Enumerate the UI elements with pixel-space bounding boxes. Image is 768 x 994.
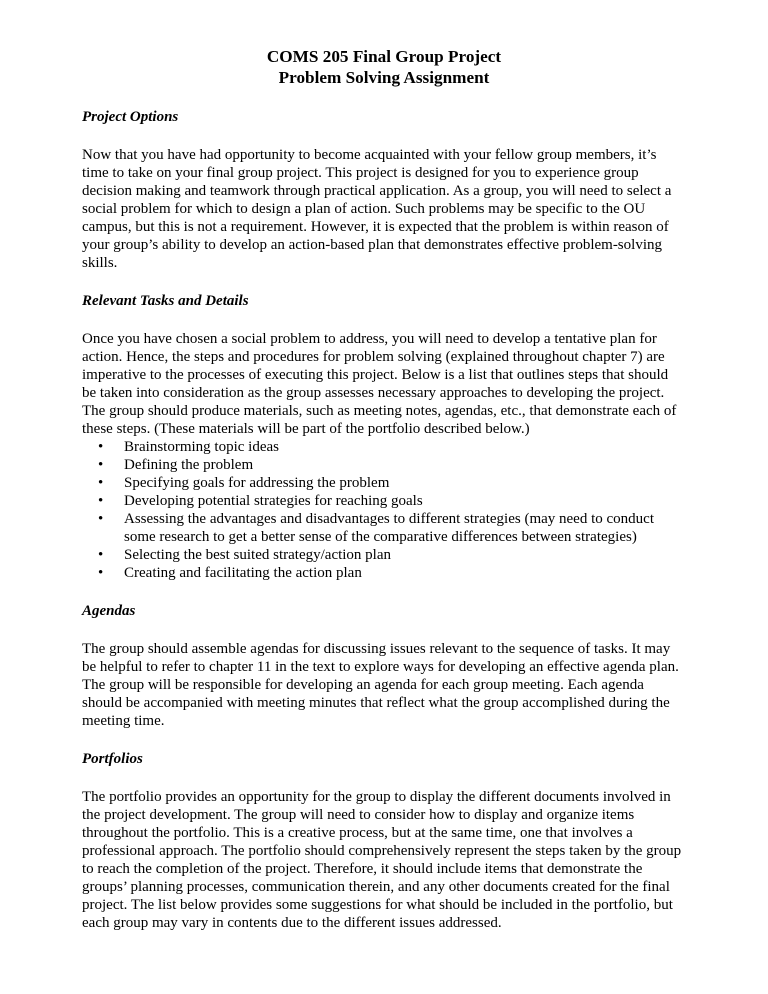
list-item-text: Selecting the best suited strategy/action plan (124, 547, 392, 563)
bullet-icon: • (98, 439, 104, 455)
list-item-text: Brainstorming topic ideas (124, 439, 279, 455)
document-subtitle: Problem Solving Assignment (278, 68, 490, 87)
document-title: COMS 205 Final Group Project (266, 47, 502, 66)
paragraph-agendas: The group should assemble agendas for discussing issues relevant to the sequence of tasks. It may be helpful to refer to chapter 11 in the text to explore ways for developing an effective agenda plan. The group will be responsible for developing an agenda for each group meeting. Each agenda should be accompanied with meeting minutes that reflect what the group accomplished during the meeting time. (82, 641, 679, 729)
list-item-text: Creating and facilitating the action plan (124, 565, 362, 581)
list-item (82, 438, 686, 456)
list-item (82, 456, 686, 474)
bullet-icon: • (98, 547, 104, 563)
list-item (82, 510, 686, 546)
list-item (82, 474, 686, 492)
bullet-icon: • (98, 475, 104, 491)
section-heading-relevant-tasks: Relevant Tasks and Details (82, 293, 249, 309)
bullet-icon: • (98, 457, 104, 473)
list-item-text: Developing potential strategies for reaching goals (124, 493, 423, 509)
section-heading-project-options: Project Options (82, 109, 179, 125)
paragraph-project-options: Now that you have had opportunity to become acquainted with your fellow group members, it’s time to take on your final group project. This project is designed for you to experience group decision making and teamwork through practical application. As a group, you will need to select a social problem for which to design a plan of action. Such problems may be specific to the OU campus, but this is not a requirement. However, it is expected that the problem is within reason of your group’s ability to develop an action-based plan that demonstrates effective problem-solving skills. (82, 147, 672, 271)
list-item (82, 564, 686, 582)
paragraph-relevant-tasks: Once you have chosen a social problem to address, you will need to develop a tentative plan for action. Hence, the steps and procedures for problem solving (explained throughout chapter 7) are imperative to the processes of executing this project. Below is a list that outlines steps that should be taken into consideration as the group assesses necessary approaches to developing the project. The group should produce materials, such as meeting notes, agendas, etc., that demonstrate each of these steps. (These materials will be part of the portfolio described below.) (82, 331, 677, 437)
task-steps-list (82, 438, 686, 582)
bullet-icon: • (98, 565, 104, 581)
section-heading-agendas: Agendas (82, 603, 136, 619)
list-item (82, 546, 686, 564)
bullet-icon: • (98, 511, 104, 527)
paragraph-portfolios: The portfolio provides an opportunity for the group to display the different documents involved in the project development. The group will need to consider how to display and organize items throughout the portfolio. This is a creative process, but at the same time, one that involves a professional approach. The portfolio should comprehensively represent the steps taken by the group to reach the completion of the project. Therefore, it should include items that demonstrate the groups’ planning processes, communication therein, and any other documents created for the final project. The list below provides some suggestions for what should be included in the portfolio, but each group may vary in contents due to the different issues addressed. (82, 789, 682, 931)
list-item-text: Defining the problem (124, 457, 254, 473)
list-item-text: Assessing the advantages and disadvantages to different strategies (may need to conduct some research to get a better sense of the comparative differences between strategies) (124, 511, 654, 545)
list-item (82, 492, 686, 510)
bullet-icon: • (98, 493, 104, 509)
list-item-text: Specifying goals for addressing the problem (124, 475, 390, 491)
section-heading-portfolios: Portfolios (82, 751, 143, 767)
